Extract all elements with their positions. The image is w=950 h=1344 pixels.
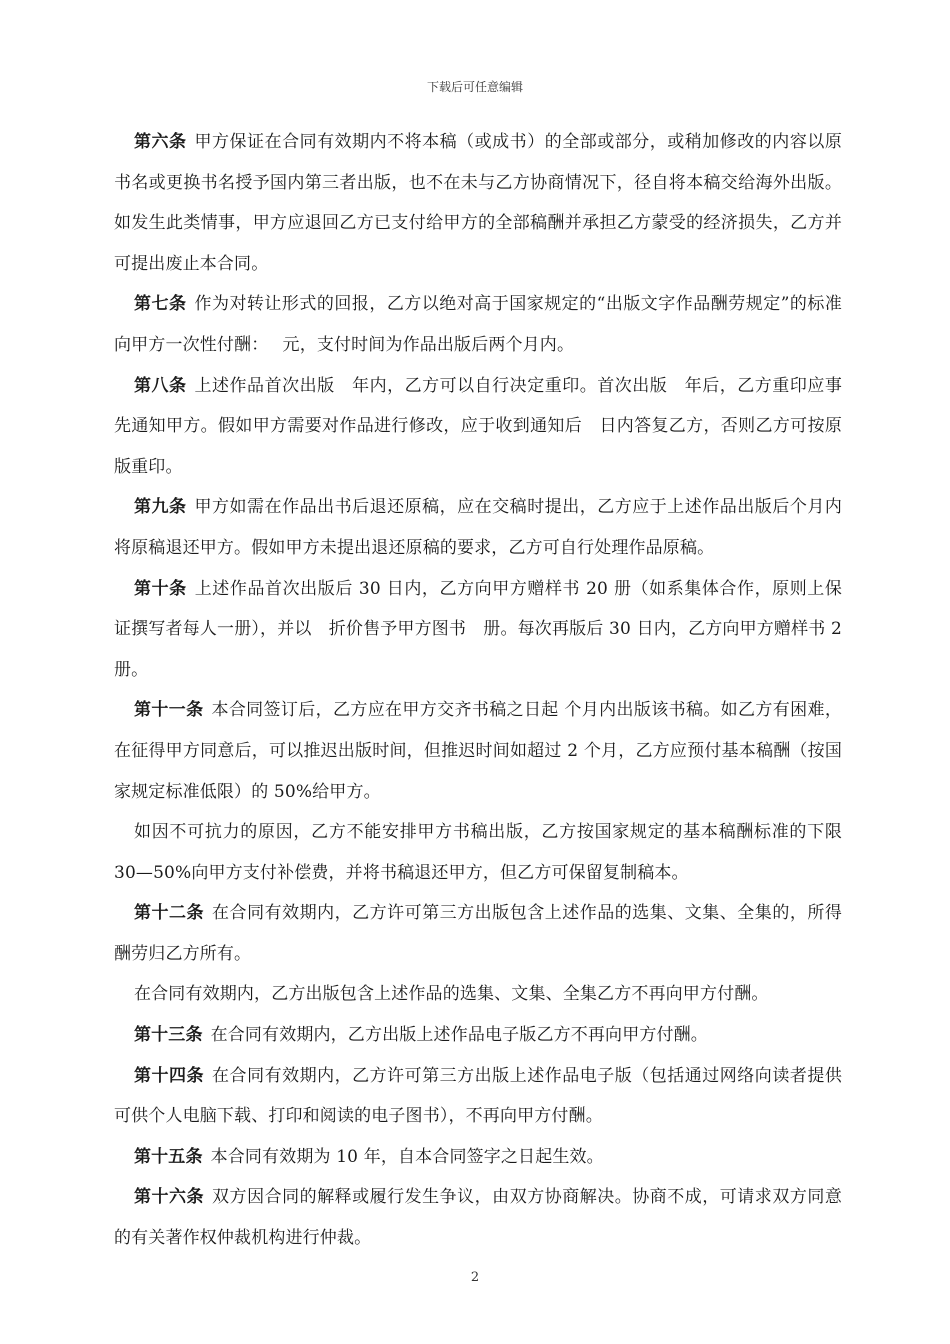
clause-15 [114,1137,842,1178]
clause-7 [114,284,842,365]
clause-11-continuation [114,812,842,893]
clause-11 [114,690,842,812]
clause-number: 第十六条 [134,1187,205,1208]
clause-8 [114,366,842,488]
clause-text: 双方因合同的解释或履行发生争议，由双方协商解决。协商不成，可请求双方同意的有关著作权仲裁机构进行仲裁。 [114,1187,842,1249]
clause-text: 上述作品首次出版 年内，乙方可以自行决定重印。首次出版 年后，乙方重印应事先通知甲方。假如甲方需要对作品进行修改，应于收到通知后 日内答复乙方，否则乙方可按原版重印。 [114,375,842,477]
clause-text: 本合同签订后，乙方应在甲方交齐书稿之日起 个月内出版该书稿。如乙方有困难，在征得甲方同意后，可以推迟出版时间，但推迟时间如超过 2 个月，乙方应预付基本稿酬（按国家规定标准低限）的 50%给甲方。 [114,700,842,802]
clause-text: 如因不可抗力的原因，乙方不能安排甲方书稿出版，乙方按国家规定的基本稿酬标准的下限 30—50%向甲方支付补偿费，并将书稿退还甲方，但乙方可保留复制稿本。 [114,822,842,883]
clause-number: 第十五条 [134,1146,203,1167]
clause-number: 第十四条 [134,1065,205,1086]
clause-number: 第八条 [134,375,187,396]
clause-text: 在合同有效期内，乙方出版上述作品电子版乙方不再向甲方付酬。 [210,1025,708,1046]
clause-16 [114,1177,842,1258]
clause-number: 第十条 [134,578,187,599]
clause-text: 甲方如需在作品出书后退还原稿，应在交稿时提出，乙方应于上述作品出版后个月内将原稿退还甲方。假如甲方未提出退还原稿的要求，乙方可自行处理作品原稿。 [114,497,842,558]
clause-10 [114,569,842,691]
clause-number: 第六条 [134,132,187,152]
clause-text: 作为对转让形式的回报，乙方以绝对高于国家规定的“出版文字作品酬劳规定”的标准向甲方一次性付酬： 元，支付时间为作品出版后两个月内。 [114,294,842,355]
clause-text: 在合同有效期内，乙方许可第三方出版包含上述作品的选集、文集、全集的，所得酬劳归乙方所有。 [114,903,842,964]
document-body [114,122,842,1259]
clause-12-continuation [114,974,842,1015]
clause-number: 第十二条 [134,903,205,924]
clause-12 [114,893,842,974]
clause-text: 在合同有效期内，乙方出版包含上述作品的选集、文集、全集乙方不再向甲方付酬。 [134,984,769,1005]
clause-text: 甲方保证在合同有效期内不将本稿（或成书）的全部或部分，或稍加修改的内容以原书名或更换书名授予国内第三者出版，也不在未与乙方协商情况下，径自将本稿交给海外出版。如发生此类情事，甲方应退回乙方已支付给甲方的全部稿酬并承担乙方蒙受的经济损失，乙方并可提出废止本合同。 [114,132,842,274]
clause-number: 第十一条 [134,700,204,721]
clause-number: 第十三条 [134,1025,203,1046]
clause-number: 第七条 [134,294,187,315]
clause-13 [114,1015,842,1056]
page-header: 下载后可任意编辑 [426,80,523,94]
clause-14 [114,1056,842,1137]
clause-number: 第九条 [134,497,187,518]
clause-6 [114,122,842,284]
clause-text: 本合同有效期为 10 年，自本合同签字之日起生效。 [210,1146,604,1167]
page-number: 2 [470,1270,480,1285]
clause-text: 在合同有效期内，乙方许可第三方出版上述作品电子版（包括通过网络向读者提供可供个人电脑下载、打印和阅读的电子图书），不再向甲方付酬。 [114,1065,842,1127]
clause-text: 上述作品首次出版后 30 日内，乙方向甲方赠样书 20 册（如系集体合作，原则上保证撰写者每人一册），并以 折价售予甲方图书 册。每次再版后 30 日内，乙方向甲方赠样书 2 册。 [114,578,843,680]
clause-9 [114,487,842,568]
